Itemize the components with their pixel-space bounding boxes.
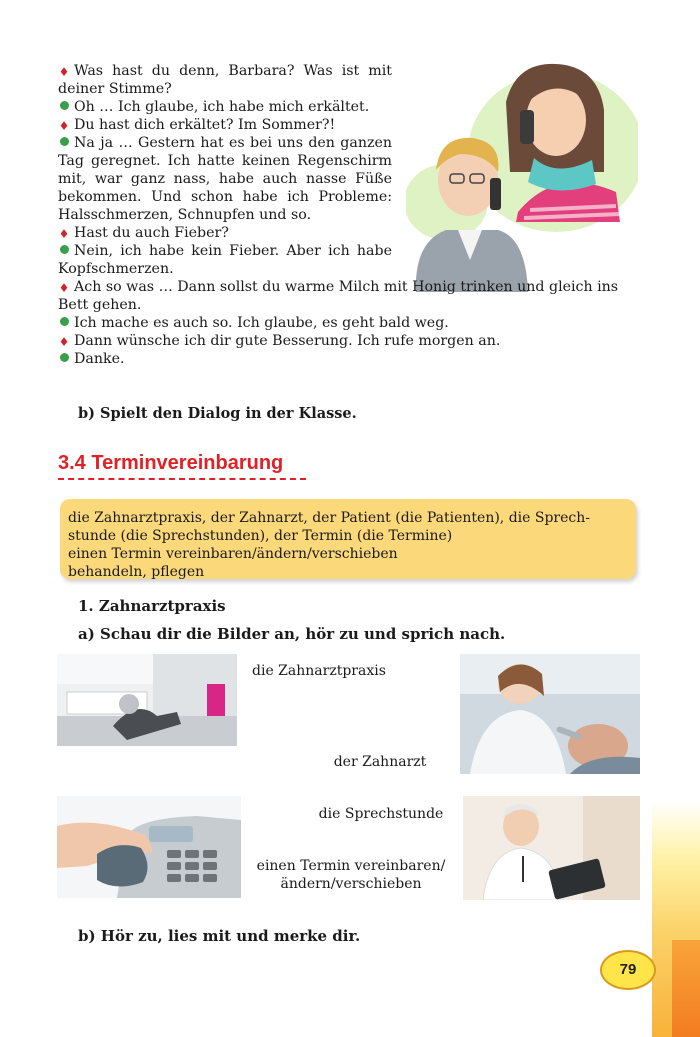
section-title: 3.4 Terminvereinbarung xyxy=(58,452,284,474)
dialog-line xyxy=(58,242,392,278)
dialog-text: Ich mache es auch so. Ich glaube, es geht bald weg. xyxy=(74,315,449,331)
speaker-a-diamond-icon: ♦ xyxy=(58,335,70,349)
dialog-text: Nein, ich habe kein Fieber. Aber ich habe Kopfschmerzen. xyxy=(58,243,392,277)
speaker-b-dot-icon xyxy=(60,317,69,326)
speaker-b-dot-icon xyxy=(60,101,69,110)
vocabulary-line: einen Termin vereinbaren/ändern/verschieben xyxy=(68,546,398,562)
dialog-text: Du hast dich erkältet? Im Sommer?! xyxy=(74,117,336,133)
vocabulary-line: die Zahnarztpraxis, der Zahnarzt, der Patient (die Patienten), die Sprechstunde (die Sprechstunden), der Termin (die Termine) xyxy=(68,510,590,544)
exercise-title: 1. Zahnarztpraxis xyxy=(78,597,226,615)
speaker-a-diamond-icon: ♦ xyxy=(58,227,70,241)
dental-practice-photo xyxy=(57,654,237,746)
dialog-line xyxy=(58,134,392,224)
dialog-text: Hast du auch Fieber? xyxy=(74,225,229,241)
dialog-text: Danke. xyxy=(74,351,125,367)
caption-termin xyxy=(246,857,456,893)
speaker-b-dot-icon xyxy=(60,245,69,254)
dialog-line xyxy=(58,224,392,242)
telephone-photo xyxy=(57,796,241,898)
vocabulary-line: behandeln, pflegen xyxy=(68,564,205,580)
dentist-photo xyxy=(460,654,640,774)
speaker-a-diamond-icon: ♦ xyxy=(58,281,70,295)
page-edge-tab xyxy=(672,940,700,1037)
caption-termin-line: einen Termin vereinbaren/ xyxy=(256,858,446,874)
dialog-text: Na ja … Gestern hat es bei uns den ganzen Tag geregnet. Ich hatte keinen Regenschirm mit, war ganz nass, habe auch nasse Füße bekommen. Und schon habe ich Probleme: Halsschmerzen, Schnupfen und so. xyxy=(58,135,392,223)
dialog-line xyxy=(58,62,392,98)
task-play-dialog: b) Spielt den Dialog in der Klasse. xyxy=(78,405,357,422)
dialog-line xyxy=(58,350,648,368)
section-title-underline xyxy=(58,478,306,480)
dialog-line xyxy=(58,278,648,314)
doctor-tablet-photo xyxy=(463,796,640,900)
vocabulary-list xyxy=(68,509,616,581)
speaker-a-diamond-icon: ♦ xyxy=(58,65,70,79)
speaker-a-diamond-icon: ♦ xyxy=(58,119,70,133)
task-look-listen: a) Schau dir die Bilder an, hör zu und sprich nach. xyxy=(78,625,506,643)
caption-sprechstunde: die Sprechstunde xyxy=(318,806,444,822)
caption-termin-line: ändern/verschieben xyxy=(280,876,422,892)
dialog-text: Was hast du denn, Barbara? Was ist mit deiner Stimme? xyxy=(58,63,392,97)
speaker-b-dot-icon xyxy=(60,137,69,146)
dialog-text: Ach so was … Dann sollst du warme Milch mit Honig trinken und gleich ins Bett gehen. xyxy=(58,279,619,313)
dialog-text: Oh … Ich glaube, ich habe mich erkältet. xyxy=(74,99,370,115)
caption-zahnarzt: der Zahnarzt xyxy=(333,754,427,770)
dialog-text: Dann wünsche ich dir gute Besserung. Ich rufe morgen an. xyxy=(74,333,501,349)
dialog-line xyxy=(58,314,648,332)
dialog-line xyxy=(58,98,392,116)
dialog-line xyxy=(58,332,648,350)
speaker-b-dot-icon xyxy=(60,353,69,362)
task-listen-read: b) Hör zu, lies mit und merke dir. xyxy=(78,927,361,945)
page-number: 79 xyxy=(600,950,656,990)
dialog-line xyxy=(58,116,392,134)
dialog xyxy=(58,62,648,368)
caption-zahnarztpraxis: die Zahnarztpraxis xyxy=(252,663,386,679)
